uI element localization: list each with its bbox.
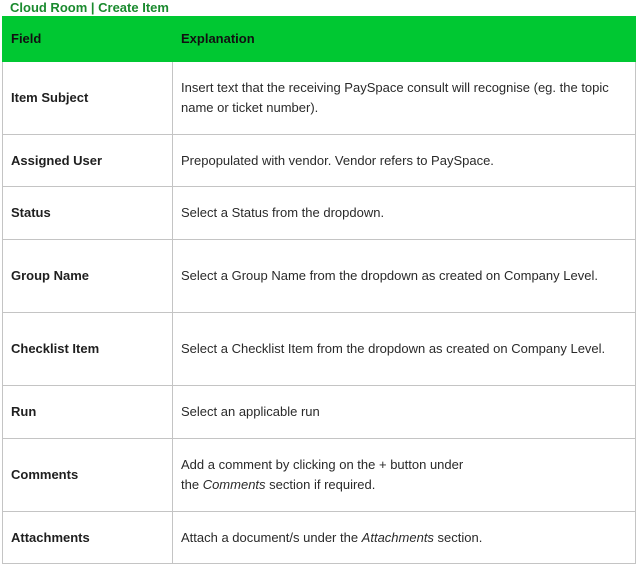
header-field: Field [3, 17, 173, 62]
field-explanation: Select a Group Name from the dropdown as created on Company Level. [173, 240, 636, 313]
field-explanation: Insert text that the receiving PaySpace consult will recognise (eg. the topic name or ticket number). [173, 62, 636, 135]
comments-section-ref: Comments [202, 477, 266, 492]
field-name: Run [3, 386, 173, 439]
explanation-text: section if required. [265, 477, 376, 492]
field-explanation: Select an applicable run [173, 386, 636, 439]
field-explanation [173, 439, 636, 512]
table-row [3, 512, 636, 564]
field-name: Status [3, 187, 173, 240]
explanation-line: Add a comment by clicking on the + button under [181, 457, 464, 472]
field-name: Attachments [3, 512, 173, 564]
document-title: Cloud Room | Create Item [10, 0, 169, 15]
field-name: Group Name [3, 240, 173, 313]
table-row [3, 240, 636, 313]
explanation-text: the [181, 477, 203, 492]
table-row [3, 135, 636, 187]
explanation-text: Attach a document/s under the [181, 529, 362, 545]
explanation-text: section. [433, 529, 483, 545]
field-explanation: Select a Checklist Item from the dropdown as created on Company Level. [173, 313, 636, 386]
table-row [3, 313, 636, 386]
field-explanation: Prepopulated with vendor. Vendor refers to PaySpace. [173, 135, 636, 187]
table-row [3, 386, 636, 439]
table-header-row [3, 17, 636, 62]
table-row [3, 187, 636, 240]
field-name: Assigned User [3, 135, 173, 187]
table-row [3, 439, 636, 512]
field-explanation: Select a Status from the dropdown. [173, 187, 636, 240]
create-item-field-table [2, 16, 636, 564]
header-explanation: Explanation [173, 17, 636, 62]
field-name: Checklist Item [3, 313, 173, 386]
field-name: Item Subject [3, 62, 173, 135]
field-name: Comments [3, 439, 173, 512]
table-row [3, 62, 636, 135]
field-explanation [173, 512, 636, 564]
attachments-section-ref: Attachments [361, 529, 434, 545]
